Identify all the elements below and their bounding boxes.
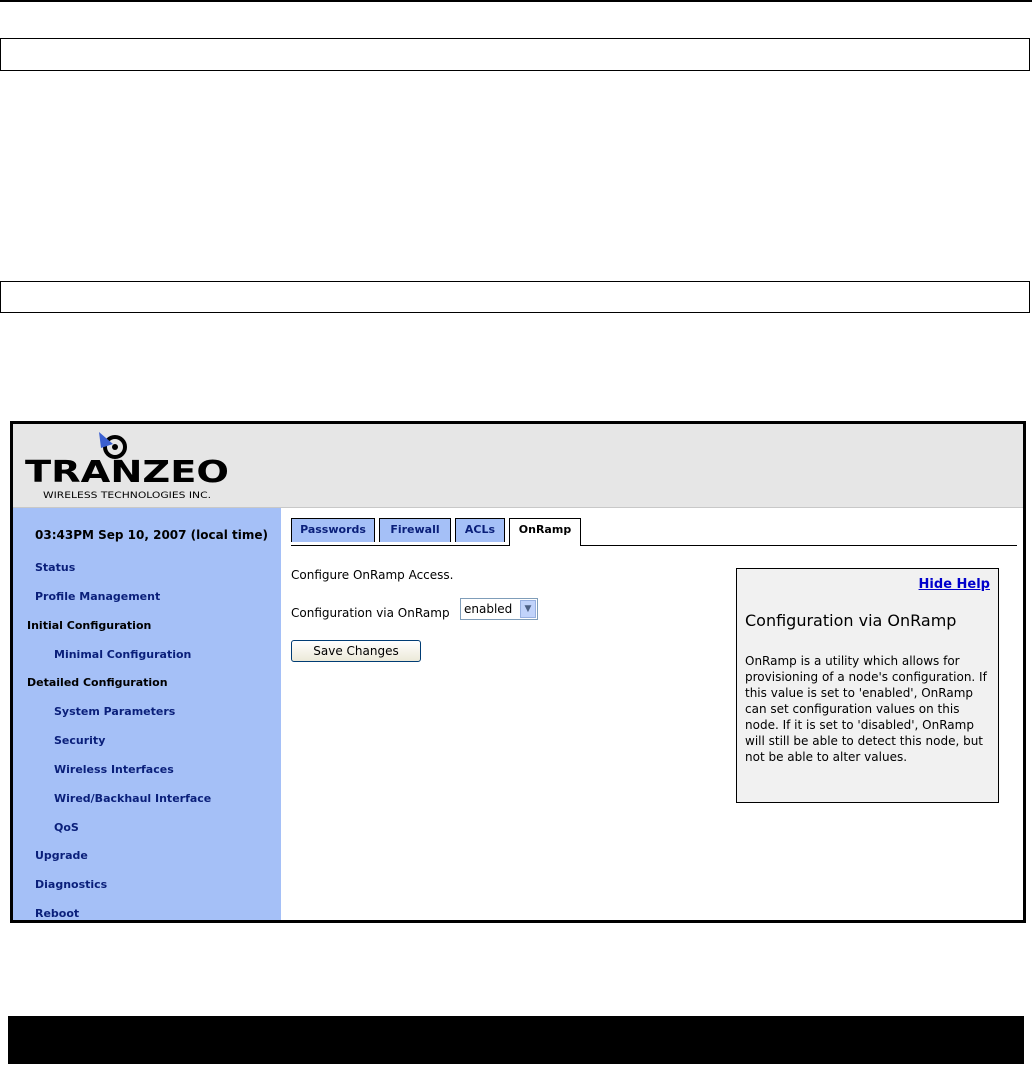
sidebar-item-status[interactable]: Status xyxy=(35,561,76,574)
sidebar-section-detailed-configuration: Detailed Configuration xyxy=(27,676,168,689)
help-body: OnRamp is a utility which allows for provisioning of a node's configuration. If this value is set to 'enabled', OnRamp can set configuration values on this node. If it is set to 'disabled', OnRamp will still be able to detect this node, but not be able to alter values. xyxy=(745,654,987,764)
onramp-select[interactable] xyxy=(460,598,538,620)
sidebar-item-wireless-interfaces[interactable]: Wireless Interfaces xyxy=(54,763,174,776)
tranzeo-logo-icon xyxy=(21,430,233,502)
tab-onramp[interactable]: OnRamp xyxy=(509,518,581,546)
page-intro: Configure OnRamp Access. xyxy=(291,568,454,582)
sidebar-item-qos[interactable]: QoS xyxy=(54,821,79,834)
tab-firewall[interactable]: Firewall xyxy=(379,518,451,542)
sidebar-item-system-parameters[interactable]: System Parameters xyxy=(54,705,176,718)
tab-acls[interactable]: ACLs xyxy=(455,518,505,542)
sidebar-item-diagnostics[interactable]: Diagnostics xyxy=(35,878,108,891)
app-header xyxy=(13,424,1023,508)
svg-text:TRANZEO: TRANZEO xyxy=(25,455,229,490)
save-changes-button[interactable]: Save Changes xyxy=(291,640,421,662)
svg-text:WIRELESS TECHNOLOGIES INC.: WIRELESS TECHNOLOGIES INC. xyxy=(43,491,211,501)
tab-bar xyxy=(291,518,1017,546)
sidebar-item-upgrade[interactable]: Upgrade xyxy=(35,849,88,862)
sidebar xyxy=(13,508,281,922)
top-rule xyxy=(0,0,1032,2)
onramp-field-label: Configuration via OnRamp xyxy=(291,606,450,620)
sidebar-section-initial-configuration: Initial Configuration xyxy=(27,619,152,632)
chevron-down-icon[interactable]: ▼ xyxy=(520,600,536,618)
footer-bar xyxy=(8,1016,1024,1064)
sidebar-item-security[interactable]: Security xyxy=(54,734,106,747)
help-title: Configuration via OnRamp xyxy=(745,611,957,630)
onramp-select-value: enabled xyxy=(464,602,513,616)
help-panel xyxy=(736,568,999,803)
sidebar-item-profile-management[interactable]: Profile Management xyxy=(35,590,161,603)
main-content xyxy=(281,508,1023,922)
screenshot-frame xyxy=(10,421,1026,923)
sidebar-item-wired-backhaul-interface[interactable]: Wired/Backhaul Interface xyxy=(54,792,212,805)
tab-passwords[interactable]: Passwords xyxy=(291,518,375,542)
sidebar-item-minimal-configuration[interactable]: Minimal Configuration xyxy=(54,648,192,661)
document-box-middle xyxy=(0,281,1030,313)
local-time: 03:43PM Sep 10, 2007 (local time) xyxy=(35,528,268,542)
hide-help-link[interactable]: Hide Help xyxy=(918,577,990,592)
sidebar-item-reboot[interactable]: Reboot xyxy=(35,907,80,920)
document-box-top xyxy=(0,38,1030,71)
